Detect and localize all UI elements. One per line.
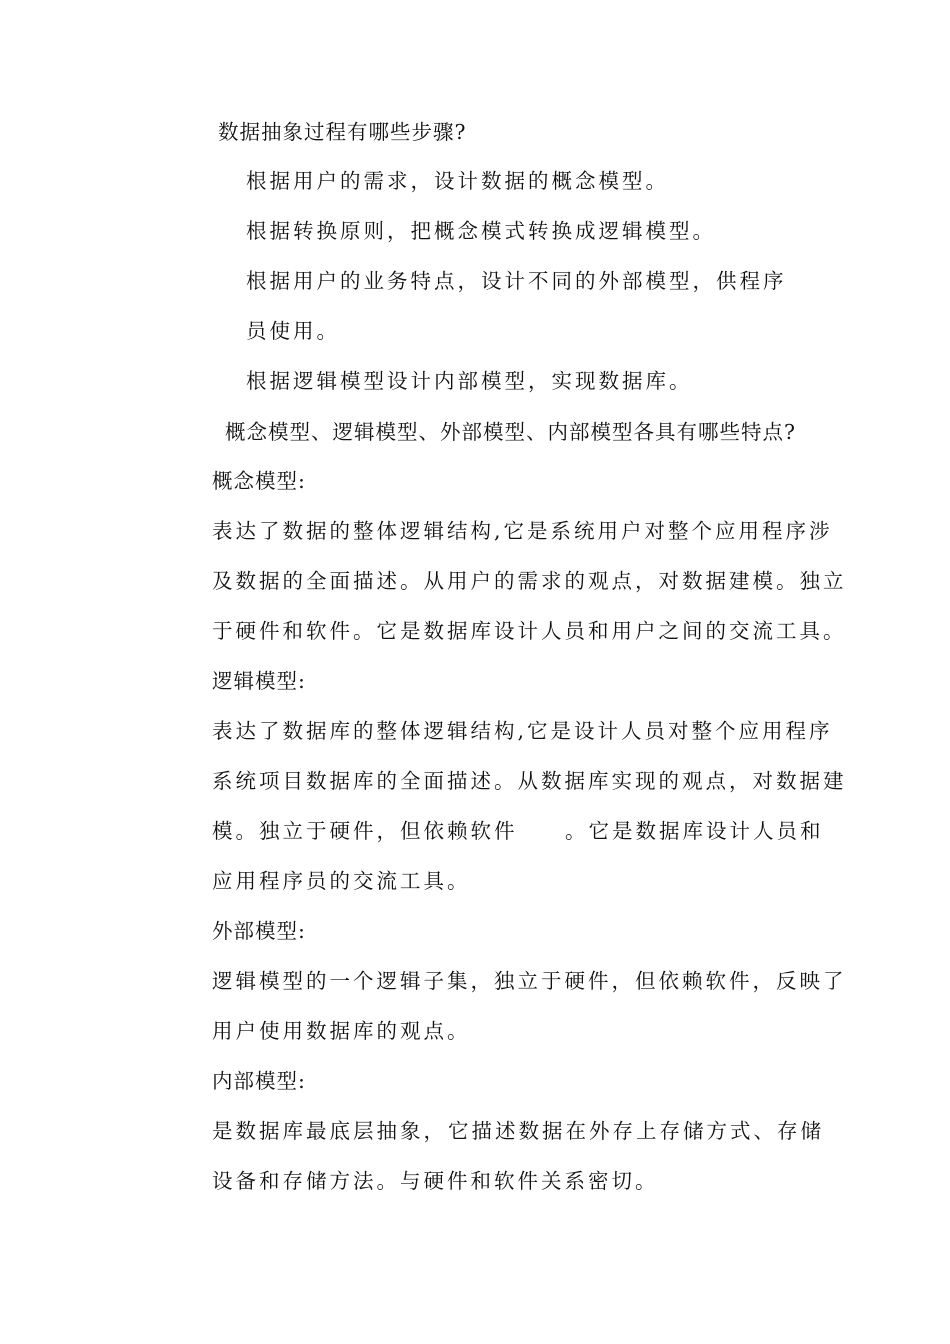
logical-text: 表达了数据库的整体逻辑结构,它是设计人员对整个应用程序: [212, 719, 833, 743]
step-3: 根据用户的业务特点，设计不同的外部模型，供程序: [246, 269, 787, 293]
external-heading: 外部模型:: [212, 919, 306, 943]
logical-text: 模。独立于硬件，但依赖软件: [212, 819, 518, 843]
conceptual-text: 于硬件和软件。它是数据库设计人员和用户之间的交流工具。: [212, 619, 847, 643]
internal-text: 是数据库最底层抽象，: [212, 1119, 447, 1143]
logical-text: 。它是数据库设计人员和: [565, 819, 824, 843]
step-1: 根据用户的需求，设计数据的概念模型。: [246, 169, 669, 193]
question-2: 概念模型、逻辑模型、外部模型、内部模型各具有哪些特点?: [225, 420, 796, 444]
step-3-continued: 员使用。: [246, 319, 340, 343]
logical-heading: 逻辑模型:: [212, 669, 306, 693]
conceptual-text: 表达了数据的整体逻辑结构,它是系统用户对整个应用程序涉: [212, 519, 833, 543]
external-text: 用户使用数据库的观点。: [212, 1019, 471, 1043]
external-text: 逻辑模型的一个逻辑子集，独立于硬件，但依赖软件，反映了: [212, 969, 847, 993]
internal-text: 它描述数据在外存上存储方式、存储: [448, 1119, 824, 1143]
logical-text: 应用程序员的交流工具。: [212, 869, 471, 893]
internal-text: 设备和存储方法。与硬件和软件关系密切。: [212, 1169, 659, 1193]
step-4: 根据逻辑模型设计内部模型，实现数据库。: [246, 369, 693, 393]
question-1: 数据抽象过程有哪些步骤?: [218, 120, 467, 144]
step-2: 根据转换原则，把概念模式转换成逻辑模型。: [246, 219, 716, 243]
internal-heading: 内部模型:: [212, 1069, 306, 1093]
conceptual-heading: 概念模型:: [212, 469, 306, 493]
logical-text: 系统项目数据库的全面描述。从数据库实现的观点，对数据建: [212, 769, 847, 793]
conceptual-text: 及数据的全面描述。从用户的需求的观点，对数据建模。独立: [212, 569, 847, 593]
